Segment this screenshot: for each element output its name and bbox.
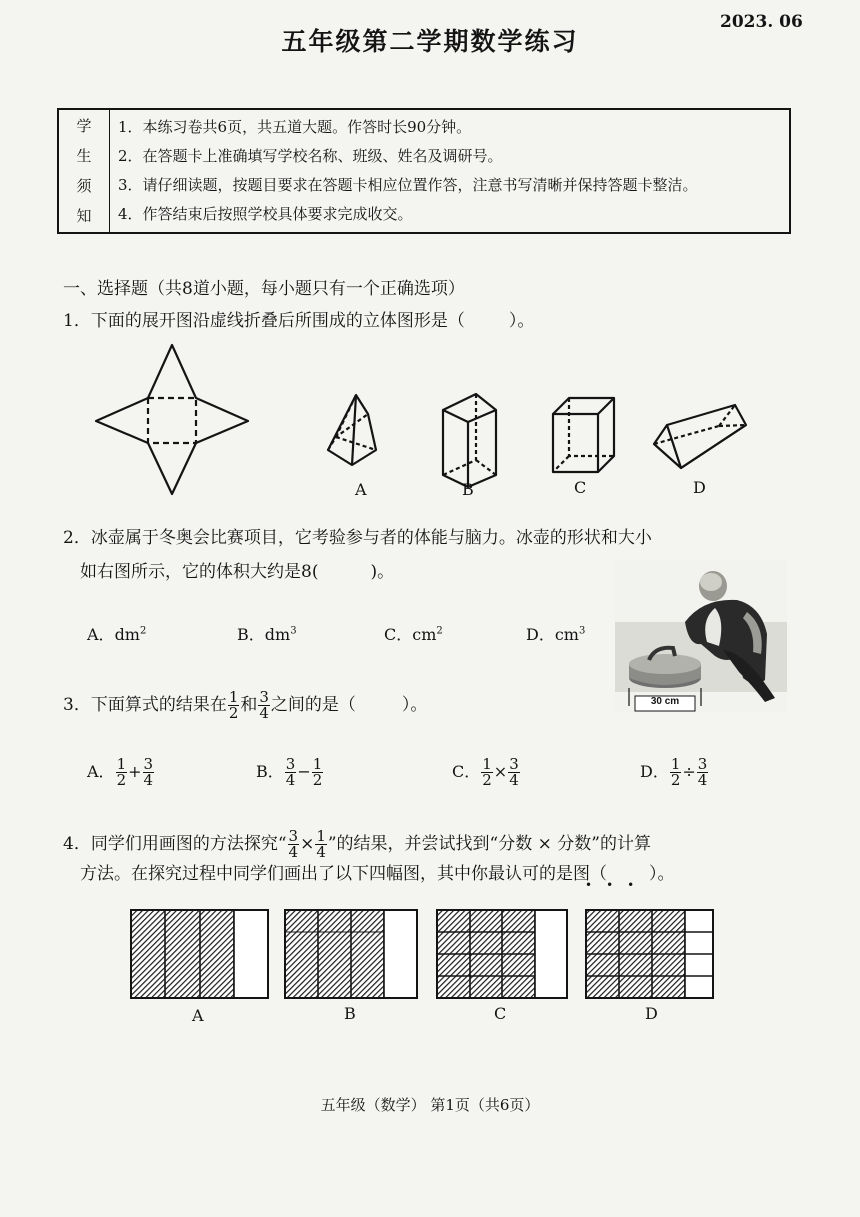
option-exponent: 2	[436, 625, 443, 637]
section-heading: 一、选择题（共8道小题，每小题只有一个正确选项）	[63, 279, 465, 299]
denominator: 4	[509, 771, 519, 789]
q2-option-c	[384, 622, 443, 645]
numerator: 1	[312, 755, 323, 773]
option-exponent: 3	[290, 625, 297, 637]
option-c-cube-figure	[553, 398, 614, 472]
fraction	[143, 757, 155, 788]
numerator: 1	[228, 688, 239, 706]
emphasis-dots: •••	[585, 878, 649, 892]
q2-option-a	[87, 622, 146, 645]
option-letter: A．	[87, 762, 115, 781]
question-4-text	[63, 829, 651, 860]
denominator: 2	[312, 771, 323, 789]
q3-option-b	[256, 757, 324, 788]
option-unit: cm	[554, 625, 579, 644]
numerator: 3	[509, 755, 519, 773]
fraction	[285, 757, 297, 788]
q1-figures	[0, 330, 860, 520]
numerator: 3	[143, 755, 154, 773]
option-unit: cm	[412, 625, 437, 644]
numerator: 3	[285, 755, 296, 773]
exam-date: 2023. 06	[720, 12, 803, 32]
option-label: D	[645, 1004, 658, 1023]
notice-side-char: 生	[76, 147, 92, 165]
option-label: C	[574, 478, 587, 497]
option-label: A	[192, 1006, 204, 1025]
q3-option-a	[87, 757, 155, 788]
notice-box	[57, 108, 791, 234]
fraction	[508, 757, 520, 788]
option-letter: B．	[237, 625, 265, 644]
q2-text-b: )。	[370, 562, 395, 582]
fraction	[228, 690, 240, 721]
q4-text-a: 4．同学们用画图的方法探究“	[63, 834, 287, 854]
q3-text-a: 3．下面算式的结果在	[63, 695, 227, 715]
notice-item: 3．请仔细读题，按题目要求在答题卡相应位置作答，注意书写清晰并保持答题卡整洁。	[118, 176, 698, 194]
denominator: 4	[288, 843, 299, 861]
q4-figures	[0, 900, 860, 1010]
denominator: 4	[143, 771, 154, 789]
q3-text-b: 之间的是（	[270, 695, 356, 715]
notice-item: 2．在答题卡上准确填写学校名称、班级、姓名及调研号。	[118, 147, 503, 165]
notice-items	[110, 109, 791, 233]
question-2-text-line2	[80, 557, 394, 582]
numerator: 3	[697, 755, 708, 773]
fraction	[288, 829, 300, 860]
question-2-text: 2．冰壶属于冬奥会比赛项目，它考验参与者的体能与脑力。冰壶的形状和大小	[63, 528, 652, 548]
notice-side-char: 学	[76, 117, 92, 135]
option-letter: A．	[87, 625, 115, 644]
option-label: C	[494, 1004, 507, 1023]
notice-item: 1．本练习卷共6页，共五道大题。作答时长90分钟。	[118, 118, 472, 136]
operator: ÷	[682, 762, 696, 781]
numerator: 1	[482, 755, 492, 773]
q2-text-a: 如右图所示，它的体积大约是8(	[80, 562, 319, 582]
question-3-text	[63, 690, 427, 721]
fraction	[697, 757, 709, 788]
denominator: 4	[316, 843, 326, 861]
operator: +	[128, 762, 142, 781]
option-unit: dm	[114, 625, 140, 644]
option-letter: D．	[526, 625, 555, 644]
option-b-triangular-prism-figure	[443, 394, 496, 487]
denominator: 2	[116, 771, 127, 789]
notice-side-label	[58, 109, 110, 233]
operator: ×	[493, 762, 508, 781]
q4-text-b: ”的结果，并尝试找到“分数 × 分数”的计算	[327, 834, 651, 854]
numerator: 1	[316, 827, 326, 845]
option-letter: D．	[640, 762, 669, 781]
notice-item: 4．作答结束后按照学校具体要求完成收交。	[118, 205, 413, 223]
option-a-pyramid-figure	[328, 395, 376, 465]
denominator: 2	[228, 704, 239, 722]
page-footer: 五年级（数学） 第1页（共6页）	[320, 1096, 540, 1114]
denominator: 2	[482, 771, 492, 789]
option-letter: C．	[452, 762, 481, 781]
notice-side-char: 知	[76, 207, 92, 225]
denominator: 2	[670, 771, 681, 789]
page-title: 五年级第二学期数学练习	[281, 27, 579, 56]
fraction	[315, 829, 327, 860]
numerator: 1	[116, 755, 127, 773]
fraction	[258, 690, 270, 721]
q4-text-c: 方法。在探究过程中同学们画出了以下四幅图，其中你最认可的是图（	[80, 864, 607, 884]
option-letter: C．	[384, 625, 413, 644]
option-label: B	[344, 1004, 356, 1023]
q2-option-d	[526, 622, 585, 645]
notice-side-char: 须	[76, 177, 92, 195]
option-d-grid-figure	[586, 910, 713, 998]
q3-text-mid: 和	[240, 695, 258, 715]
denominator: 4	[697, 771, 708, 789]
question-1-text	[63, 306, 534, 331]
fraction	[670, 757, 682, 788]
option-label: A	[355, 480, 367, 499]
option-letter: B．	[256, 762, 284, 781]
denominator: 4	[259, 704, 269, 722]
q4-text-d: ）。	[649, 864, 675, 884]
fraction	[312, 757, 324, 788]
fraction	[116, 757, 128, 788]
q3-option-c	[452, 757, 521, 788]
curling-photo	[615, 560, 787, 712]
q3-option-d	[640, 757, 709, 788]
option-unit: dm	[264, 625, 291, 644]
option-exponent: 3	[578, 625, 586, 637]
numerator: 1	[670, 755, 681, 773]
denominator: 4	[285, 771, 296, 789]
fraction	[481, 757, 493, 788]
photo-measure-label: 30 cm	[650, 696, 680, 707]
option-d-lying-prism-figure	[654, 405, 746, 468]
option-exponent: 2	[139, 625, 147, 637]
q1-text-a: 1．下面的展开图沿虚线折叠后所围成的立体图形是（	[63, 311, 465, 331]
operator: −	[297, 762, 311, 781]
q1-text-b: ）。	[508, 311, 535, 331]
numerator: 3	[259, 688, 269, 706]
q3-text-c: ）。	[401, 695, 428, 715]
q2-option-b	[237, 622, 297, 645]
option-label: B	[462, 480, 474, 499]
option-a-grid-figure	[131, 910, 268, 998]
option-b-grid-figure	[285, 910, 417, 998]
times-sign: ×	[300, 834, 315, 854]
option-c-grid-figure	[437, 910, 567, 998]
pyramid-net-figure	[96, 345, 248, 494]
numerator: 3	[288, 827, 299, 845]
option-label: D	[693, 478, 706, 497]
